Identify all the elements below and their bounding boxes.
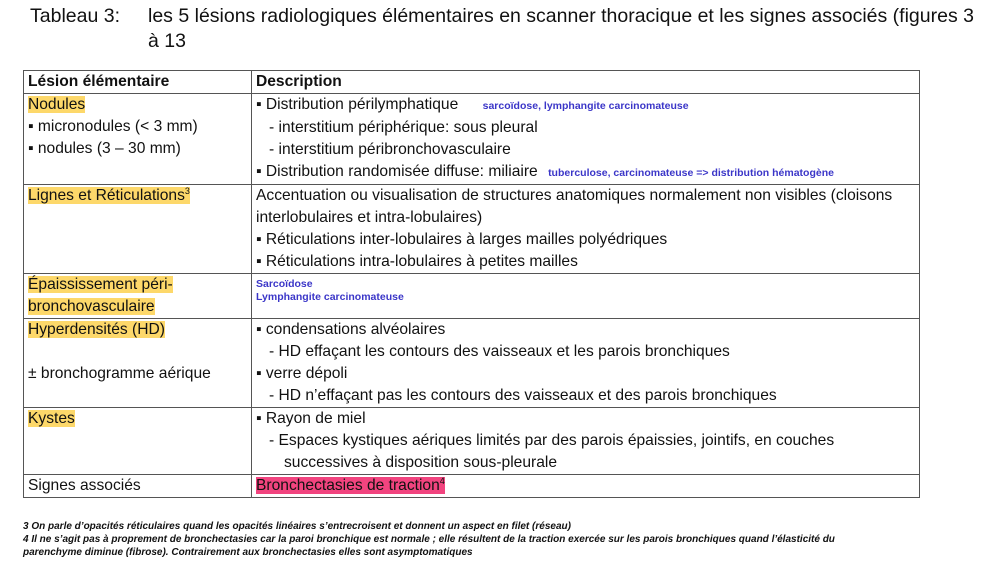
lesion-item: ▪ micronodules (< 3 mm): [28, 118, 198, 135]
description-cell: [252, 319, 920, 408]
description-cell: [252, 475, 920, 498]
desc-line: ▪ Distribution périlymphatique: [256, 96, 459, 113]
lesion-name: Lignes et Réticulations$^3$: [28, 185, 190, 204]
table-row: [24, 185, 920, 274]
lesion-name: Épaississement péri-: [28, 276, 173, 293]
annotation-note: Lymphangite carcinomateuse: [256, 291, 404, 303]
desc-line: ▪ verre dépoli: [256, 365, 348, 382]
footnote: 4 Il ne s’agit pas à proprement de bronchectasies car la paroi bronchique est normale ; elle résultent de la traction exercée sur les parois bronchiques quand l’élasticité du parenchyme diminue (fibrose). Contrairement aux bronchectasies elles sont asymptomatiques: [23, 534, 835, 558]
lesion-name: Hyperdensités (HD): [28, 321, 165, 338]
table-row: [24, 94, 920, 185]
table-header-row: [24, 71, 920, 94]
associated-sign: Bronchectasies de traction$^4$: [256, 475, 445, 494]
lesion-cell: [24, 319, 252, 408]
header-lesion: Lésion élémentaire: [24, 71, 252, 94]
caption-text: les 5 lésions radiologiques élémentaires en scanner thoracique et les signes associés (figures 3 à 13: [148, 5, 974, 52]
annotation-note: tuberculose, carcinomateuse => distribution hématogène: [548, 167, 834, 179]
table-row: [24, 475, 920, 498]
annotation-note: sarcoïdose, lymphangite carcinomateuse: [482, 100, 689, 112]
lesion-name: Kystes: [28, 410, 75, 427]
desc-line: - interstitium périphérique: sous pleural: [269, 119, 538, 136]
table-row: [24, 274, 920, 319]
table-row: [24, 408, 920, 475]
desc-line: Accentuation ou visualisation de structures anatomiques normalement non visibles (cloisons interlobulaires et intra-lobulaires): [256, 187, 893, 226]
table-row: [24, 319, 920, 408]
desc-line: ▪ Rayon de miel: [256, 410, 366, 427]
desc-line: ▪ Réticulations intra-lobulaires à petites mailles: [256, 253, 578, 270]
footnote-ref: 4: [439, 475, 445, 486]
lesion-cell: Signes associés: [24, 475, 252, 498]
description-cell: [252, 94, 920, 185]
description-cell: [252, 185, 920, 274]
lesion-name: Nodules: [28, 96, 86, 113]
caption-label: Tableau 3:: [30, 5, 120, 27]
desc-line: - Espaces kystiques aériques limités par des parois épaissies, jointifs, en couches successives à disposition sous-pleurale: [269, 432, 835, 471]
lesion-name: bronchovasculaire: [28, 298, 155, 315]
desc-line: ▪ condensations alvéolaires: [256, 321, 446, 338]
header-description: Description: [252, 71, 920, 94]
description-cell: [252, 274, 920, 319]
lesion-cell: [24, 274, 252, 319]
lesion-cell: [24, 408, 252, 475]
annotation-note: Sarcoïdose: [256, 278, 313, 290]
desc-line: - HD n’effaçant pas les contours des vaisseaux et des parois bronchiques: [269, 387, 777, 404]
lesion-cell: [24, 94, 252, 185]
footnote: 3 On parle d’opacités réticulaires quand les opacités linéaires s’entrecroisent et donnent un aspect en filet (réseau): [23, 521, 571, 532]
lesion-cell: [24, 185, 252, 274]
footnote-ref: 3: [184, 185, 190, 196]
desc-line: - HD effaçant les contours des vaisseaux et les parois bronchiques: [269, 343, 730, 360]
lesions-table: [23, 70, 920, 498]
desc-line: ▪ Réticulations inter-lobulaires à larges mailles polyédriques: [256, 231, 668, 248]
desc-line: ▪ Distribution randomisée diffuse: miliaire: [256, 163, 538, 180]
lesion-extra: ± bronchogramme aérique: [28, 365, 211, 382]
desc-line: - interstitium péribronchovasculaire: [269, 141, 511, 158]
lesion-item: ▪ nodules (3 – 30 mm): [28, 140, 181, 157]
description-cell: [252, 408, 920, 475]
